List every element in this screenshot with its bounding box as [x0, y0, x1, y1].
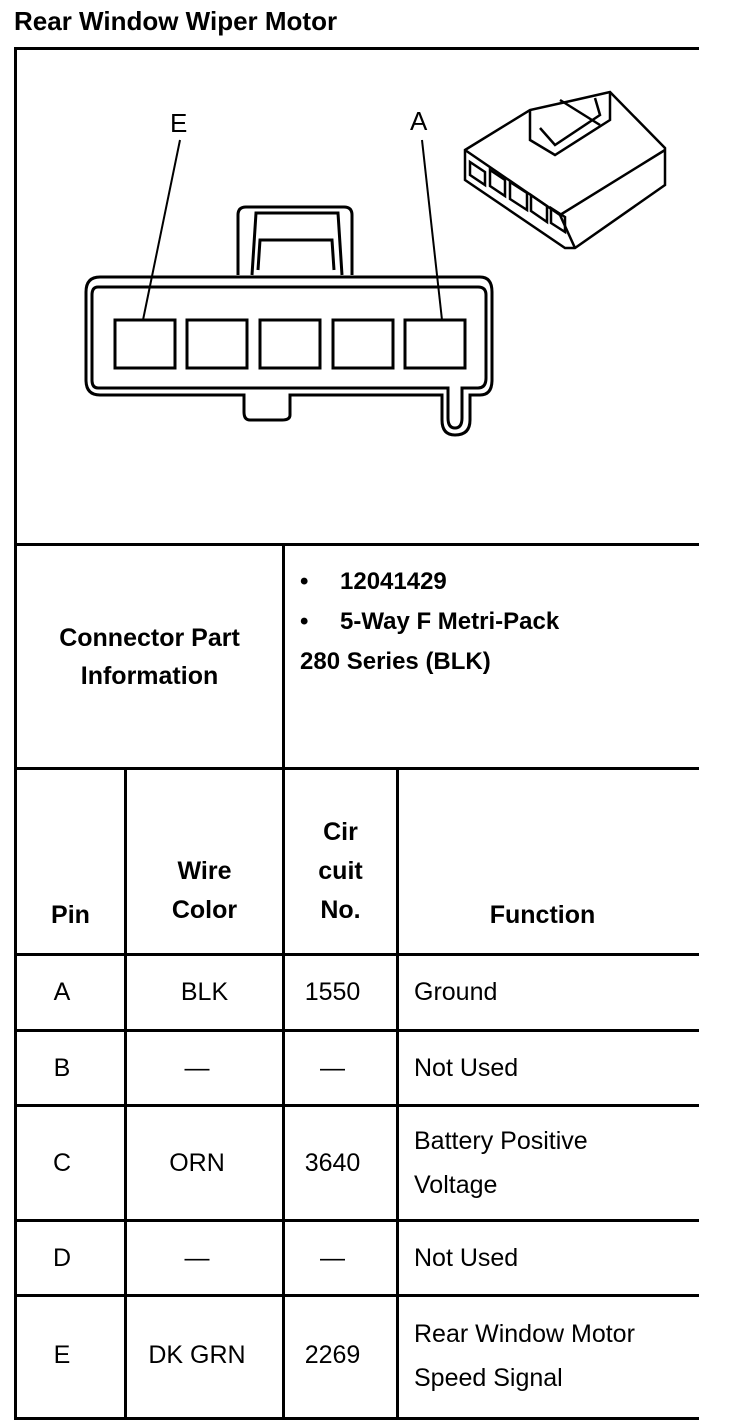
row-e-circuit: 2269: [304, 1341, 361, 1369]
pin-cavity-e: [115, 320, 175, 368]
pin-label-e: E: [170, 108, 188, 138]
row-c-pin: C: [52, 1148, 72, 1177]
bullet-1: •: [300, 568, 309, 595]
header-function: Function: [489, 901, 596, 929]
row-a-color: BLK: [180, 978, 229, 1006]
connector-face: [86, 140, 492, 435]
header-wire-color: Wire Color: [171, 857, 238, 924]
row-c-function: Battery Positive Voltage: [414, 1127, 588, 1199]
bullet-2: •: [300, 608, 309, 635]
connector-isometric-icon: [465, 92, 665, 248]
leader-line-e: [143, 140, 180, 320]
row-d-pin: D: [52, 1243, 72, 1272]
connector-description: 5-Way F Metri-Pack: [340, 608, 560, 635]
row-d-function: Not Used: [414, 1243, 519, 1272]
part-info-label-line2: Information: [80, 661, 219, 690]
row-d-color: —: [184, 1243, 210, 1272]
row-d-circuit: —: [320, 1243, 345, 1272]
row-a-pin: A: [53, 978, 71, 1006]
pin-cavity-c: [260, 320, 320, 368]
part-info-label: [17, 546, 282, 767]
row-e-pin: E: [53, 1341, 71, 1369]
part-info-label-line1: Connector Part: [59, 623, 240, 652]
part-number: 12041429: [340, 568, 447, 595]
header-pin: Pin: [51, 901, 90, 929]
row-a-circuit: 1550: [304, 978, 361, 1006]
leader-line-a: [422, 140, 442, 320]
row-c-circuit: 3640: [304, 1148, 361, 1177]
page-title: Rear Window Wiper Motor: [14, 6, 338, 36]
row-e-function: Rear Window Motor Speed Signal: [414, 1319, 635, 1392]
connector-series: 280 Series (BLK): [300, 648, 491, 675]
divider-partinfo-vertical: [282, 543, 285, 769]
pin-cavity-a: [405, 320, 465, 368]
row-c-color: ORN: [169, 1148, 225, 1177]
row-b-function: Not Used: [414, 1053, 519, 1082]
row-a-function: Ground: [414, 978, 498, 1006]
part-info-values: [300, 562, 559, 682]
row-b-pin: B: [53, 1053, 71, 1082]
row-b-color: —: [184, 1053, 210, 1082]
pin-cavity-b: [333, 320, 393, 368]
connector-diagram: [0, 0, 736, 545]
pin-label-a: A: [410, 106, 428, 136]
row-b-circuit: —: [320, 1053, 345, 1082]
pin-cavity-d: [187, 320, 247, 368]
row-e-color: DK GRN: [148, 1341, 246, 1369]
header-circuit-no: Cir cuit No.: [318, 818, 363, 924]
